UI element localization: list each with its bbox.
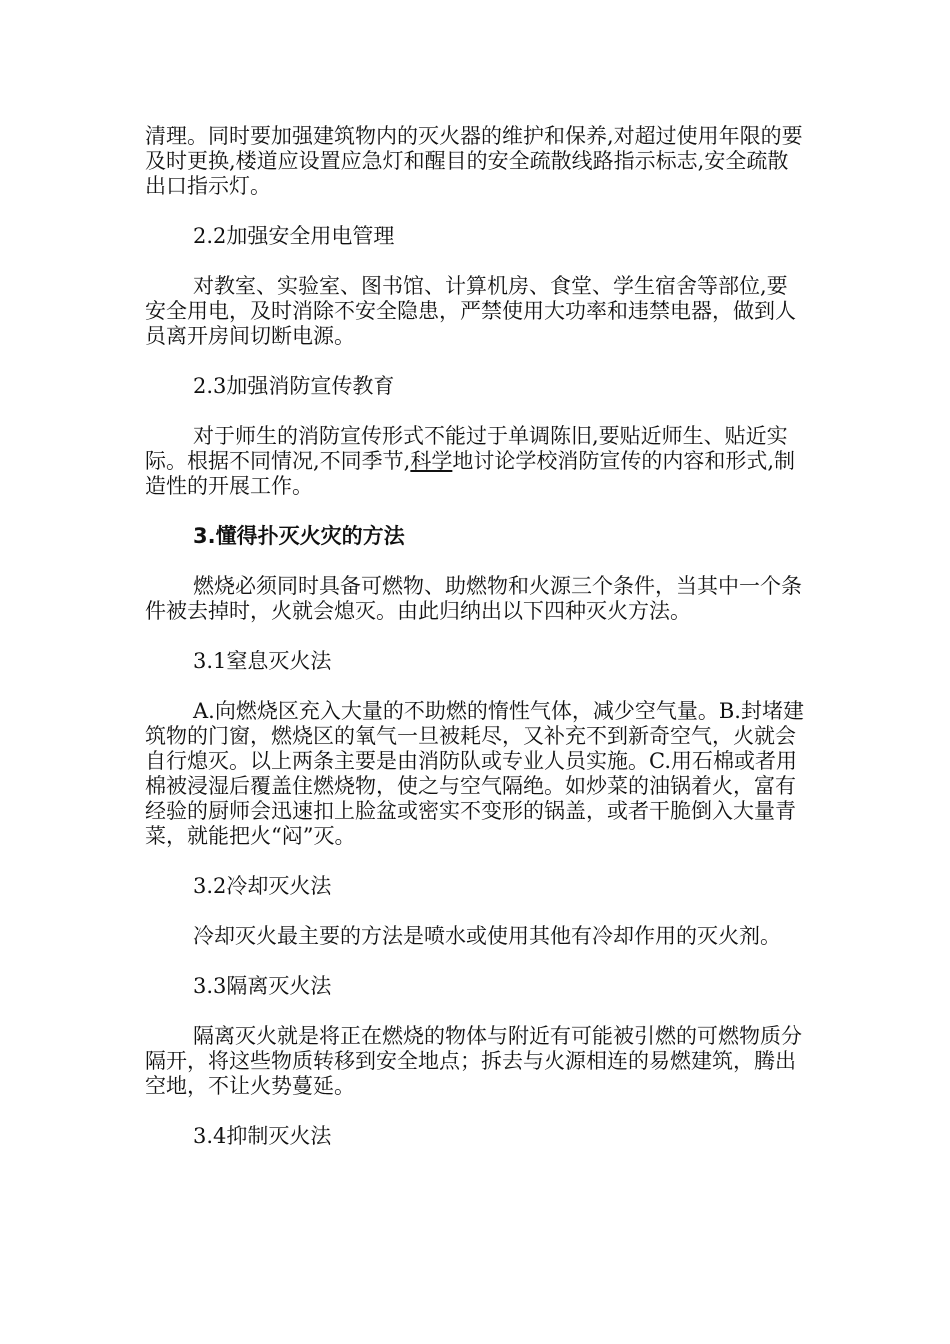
section-heading-3: 3.懂得扑灭火灾的方法 [193,524,405,548]
section-heading-3-4: 3.4抑制灭火法 [193,1124,332,1148]
paragraph-intro: 清理。同时要加强建筑物内的灭火器的维护和保养,对超过使用年限的要及时更换,楼道应设置应急灯和醒目的安全疏散线路指示标志,安全疏散出口指示灯。 [145,124,803,198]
document-page [145,118,805,1174]
section-heading-2-3: 2.3加强消防宣传教育 [193,374,395,398]
paragraph-3: 燃烧必须同时具备可燃物、助燃物和火源三个条件，当其中一个条件被去掉时，火就会熄灭。由此归纳出以下四种灭火方法。 [145,574,802,623]
paragraph-3-2: 冷却灭火最主要的方法是喷水或使用其他有冷却作用的灭火剂。 [193,924,781,948]
science-link[interactable]: 科学 [410,449,453,473]
paragraph-2-3 [145,424,805,499]
paragraph-2-3-text-after: 地讨论学校消防宣传的内容和形式,制造性的开展工作。 [145,449,796,498]
section-heading-3-3: 3.3隔离灭火法 [193,974,332,998]
paragraph-3-1: A.向燃烧区充入大量的不助燃的惰性气体，减少空气量。B.封堵建筑物的门窗，燃烧区的氧气一旦被耗尽，又补充不到新奇空气，火就会自行熄灭。以上两条主要是由消防队或专业人员实施。C.用石棉或者用棉被浸湿后覆盖住燃烧物，使之与空气隔绝。如炒菜的油锅着火，富有经验的厨师会迅速扣上脸盆或密实不变形的锅盖，或者干脆倒入大量青菜，就能把火“闷”灭。 [145,699,804,848]
section-heading-3-2: 3.2冷却灭火法 [193,874,332,898]
section-heading-2-2: 2.2加强安全用电管理 [193,224,395,248]
paragraph-2-2: 对教室、实验室、图书馆、计算机房、食堂、学生宿舍等部位,要安全用电，及时消除不安全隐患，严禁使用大功率和违禁电器，做到人员离开房间切断电源。 [145,274,796,348]
paragraph-2-3-text-before: 对于师生的消防宣传形式不能过于单调陈旧,要贴近师生、贴近实际。根据不同情况,不同季节, [145,424,788,473]
section-heading-3-1: 3.1窒息灭火法 [193,649,332,673]
paragraph-3-3: 隔离灭火就是将正在燃烧的物体与附近有可能被引燃的可燃物质分隔开，将这些物质转移到安全地点；拆去与火源相连的易燃建筑，腾出空地，不让火势蔓延。 [145,1024,802,1098]
